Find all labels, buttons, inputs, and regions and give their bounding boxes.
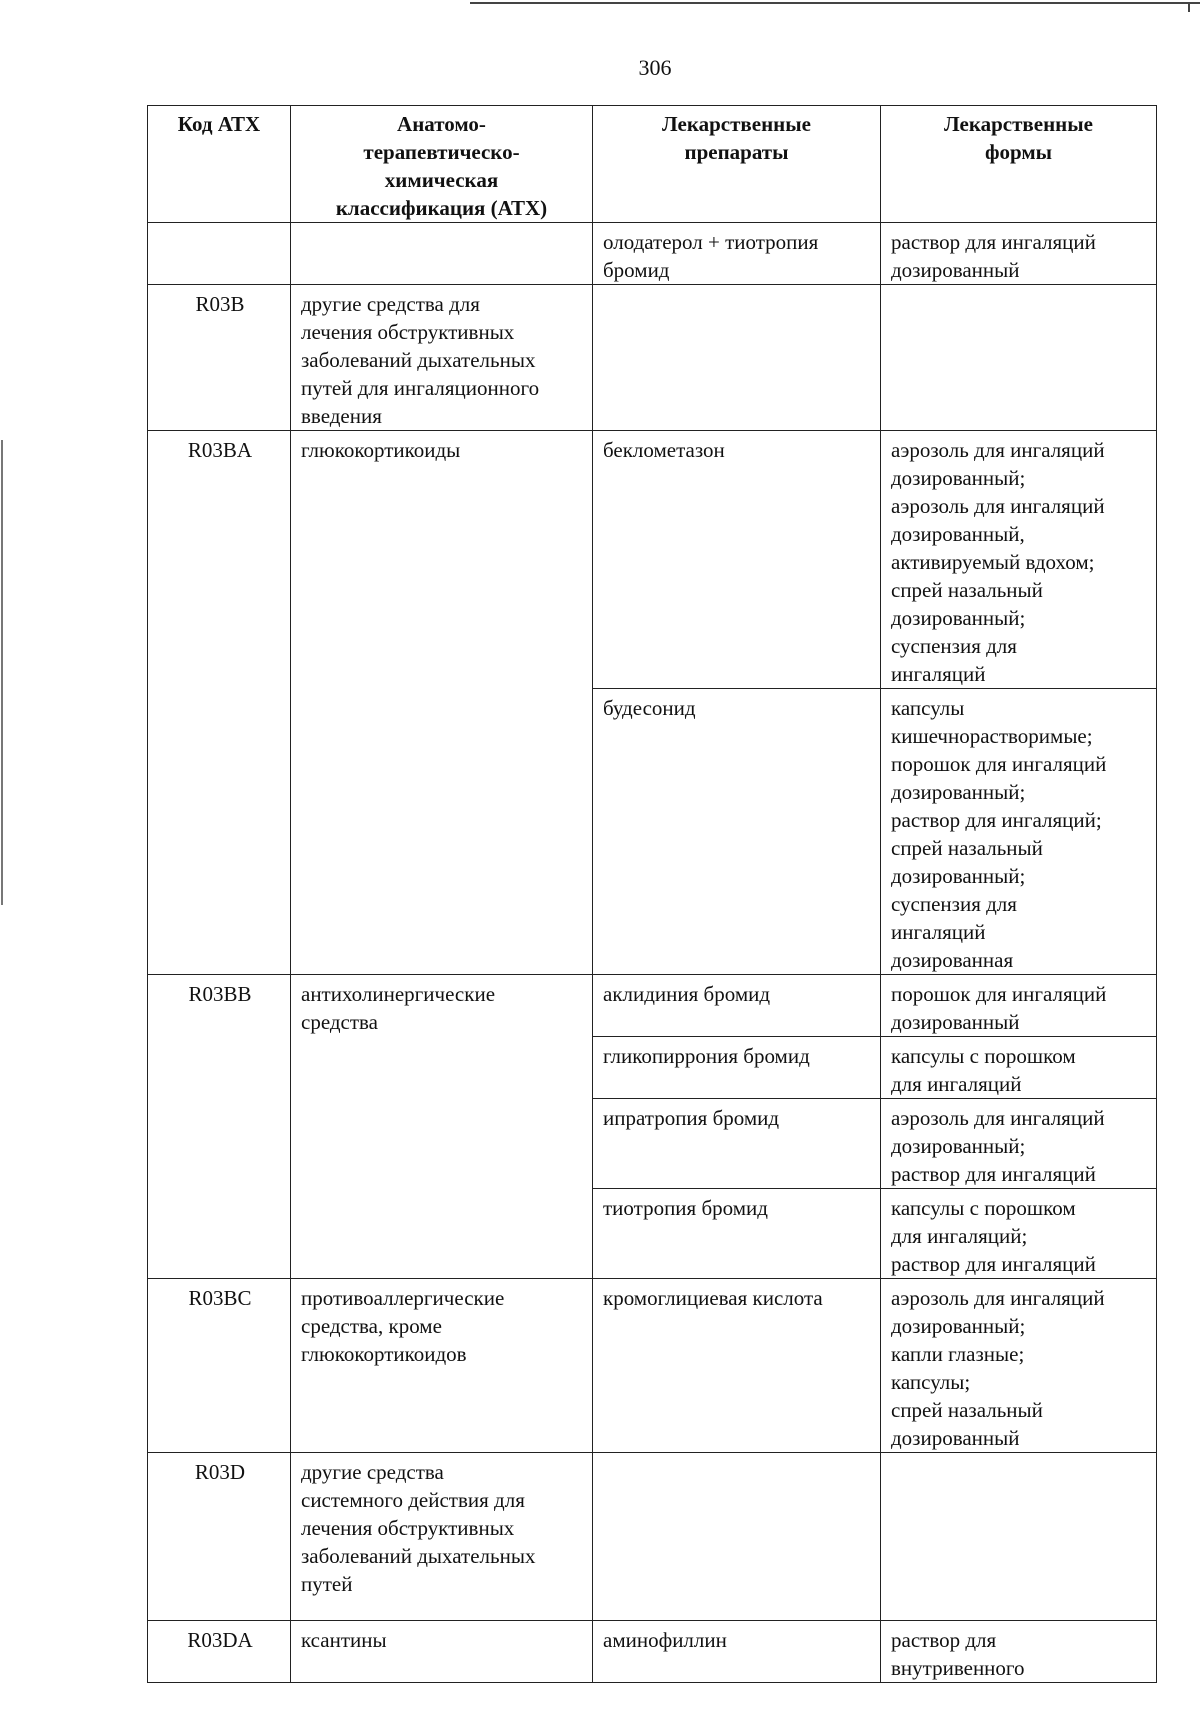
dosage-form-cell: аэрозоль для ингаляций дозированный; раствор для ингаляций bbox=[881, 1099, 1157, 1189]
header-dosage-forms: Лекарственные формы bbox=[881, 106, 1157, 223]
drug-name-cell bbox=[593, 285, 881, 431]
table-row bbox=[148, 1453, 1157, 1621]
dosage-form-cell: аэрозоль для ингаляций дозированный; аэрозоль для ингаляций дозированный, активируемый вдохом; спрей назальный дозированный; суспензия для ингаляций bbox=[881, 431, 1157, 689]
drug-name-cell: будесонид bbox=[593, 689, 881, 975]
atc-code-cell: R03BC bbox=[148, 1279, 291, 1453]
atc-code-cell: R03D bbox=[148, 1453, 291, 1621]
dosage-form-cell: капсулы кишечнорастворимые; порошок для ингаляций дозированный; раствор для ингаляций; спрей назальный дозированный; суспензия для ингаляций дозированная bbox=[881, 689, 1157, 975]
table-row bbox=[148, 1621, 1157, 1683]
table-header-row bbox=[148, 106, 1157, 223]
drug-name-cell: ипратропия бромид bbox=[593, 1099, 881, 1189]
atc-code-cell: R03BB bbox=[148, 975, 291, 1279]
atc-code-cell: R03B bbox=[148, 285, 291, 431]
drug-name-cell: аминофиллин bbox=[593, 1621, 881, 1683]
drug-name-cell: кромоглициевая кислота bbox=[593, 1279, 881, 1453]
table-body bbox=[148, 223, 1157, 1683]
atc-classification-cell: другие средства для лечения обструктивных заболеваний дыхательных путей для ингаляционного введения bbox=[291, 285, 593, 431]
atc-classification-cell: ксантины bbox=[291, 1621, 593, 1683]
atc-classification-cell: другие средства системного действия для лечения обструктивных заболеваний дыхательных путей bbox=[291, 1453, 593, 1621]
dosage-form-cell bbox=[881, 285, 1157, 431]
page-edge-line bbox=[470, 2, 1200, 4]
atc-classification-cell bbox=[291, 223, 593, 285]
atc-classification-cell: противоаллергические средства, кроме глюкокортикоидов bbox=[291, 1279, 593, 1453]
drug-name-cell bbox=[593, 1453, 881, 1621]
dosage-form-cell: порошок для ингаляций дозированный bbox=[881, 975, 1157, 1037]
table-row bbox=[148, 431, 1157, 689]
header-atc-classification: Анатомо- терапевтическо- химическая классификация (АТХ) bbox=[291, 106, 593, 223]
dosage-form-cell: капсулы с порошком для ингаляций bbox=[881, 1037, 1157, 1099]
dosage-form-cell: капсулы с порошком для ингаляций; раствор для ингаляций bbox=[881, 1189, 1157, 1279]
atc-code-cell bbox=[148, 223, 291, 285]
dosage-form-cell: аэрозоль для ингаляций дозированный; капли глазные; капсулы; спрей назальный дозированный bbox=[881, 1279, 1157, 1453]
drug-name-cell: беклометазон bbox=[593, 431, 881, 689]
atc-table bbox=[147, 105, 1157, 1683]
table-row bbox=[148, 223, 1157, 285]
page-edge-line bbox=[1, 440, 3, 905]
page-number: 306 bbox=[638, 55, 672, 80]
dosage-form-cell: раствор для внутривенного bbox=[881, 1621, 1157, 1683]
atc-code-cell: R03DA bbox=[148, 1621, 291, 1683]
dosage-form-cell bbox=[881, 1453, 1157, 1621]
drug-name-cell: тиотропия бромид bbox=[593, 1189, 881, 1279]
table-row bbox=[148, 975, 1157, 1037]
drug-name-cell: олодатерол + тиотропия бромид bbox=[593, 223, 881, 285]
drug-name-cell: гликопиррония бромид bbox=[593, 1037, 881, 1099]
atc-classification-cell: глюкокортикоиды bbox=[291, 431, 593, 975]
header-atc-code: Код АТХ bbox=[148, 106, 291, 223]
page-edge-line bbox=[1188, 2, 1190, 12]
drug-name-cell: аклидиния бромид bbox=[593, 975, 881, 1037]
header-drugs: Лекарственные препараты bbox=[593, 106, 881, 223]
table-row bbox=[148, 285, 1157, 431]
atc-code-cell: R03BA bbox=[148, 431, 291, 975]
dosage-form-cell: раствор для ингаляций дозированный bbox=[881, 223, 1157, 285]
table-row bbox=[148, 1279, 1157, 1453]
atc-classification-cell: антихолинергические средства bbox=[291, 975, 593, 1279]
